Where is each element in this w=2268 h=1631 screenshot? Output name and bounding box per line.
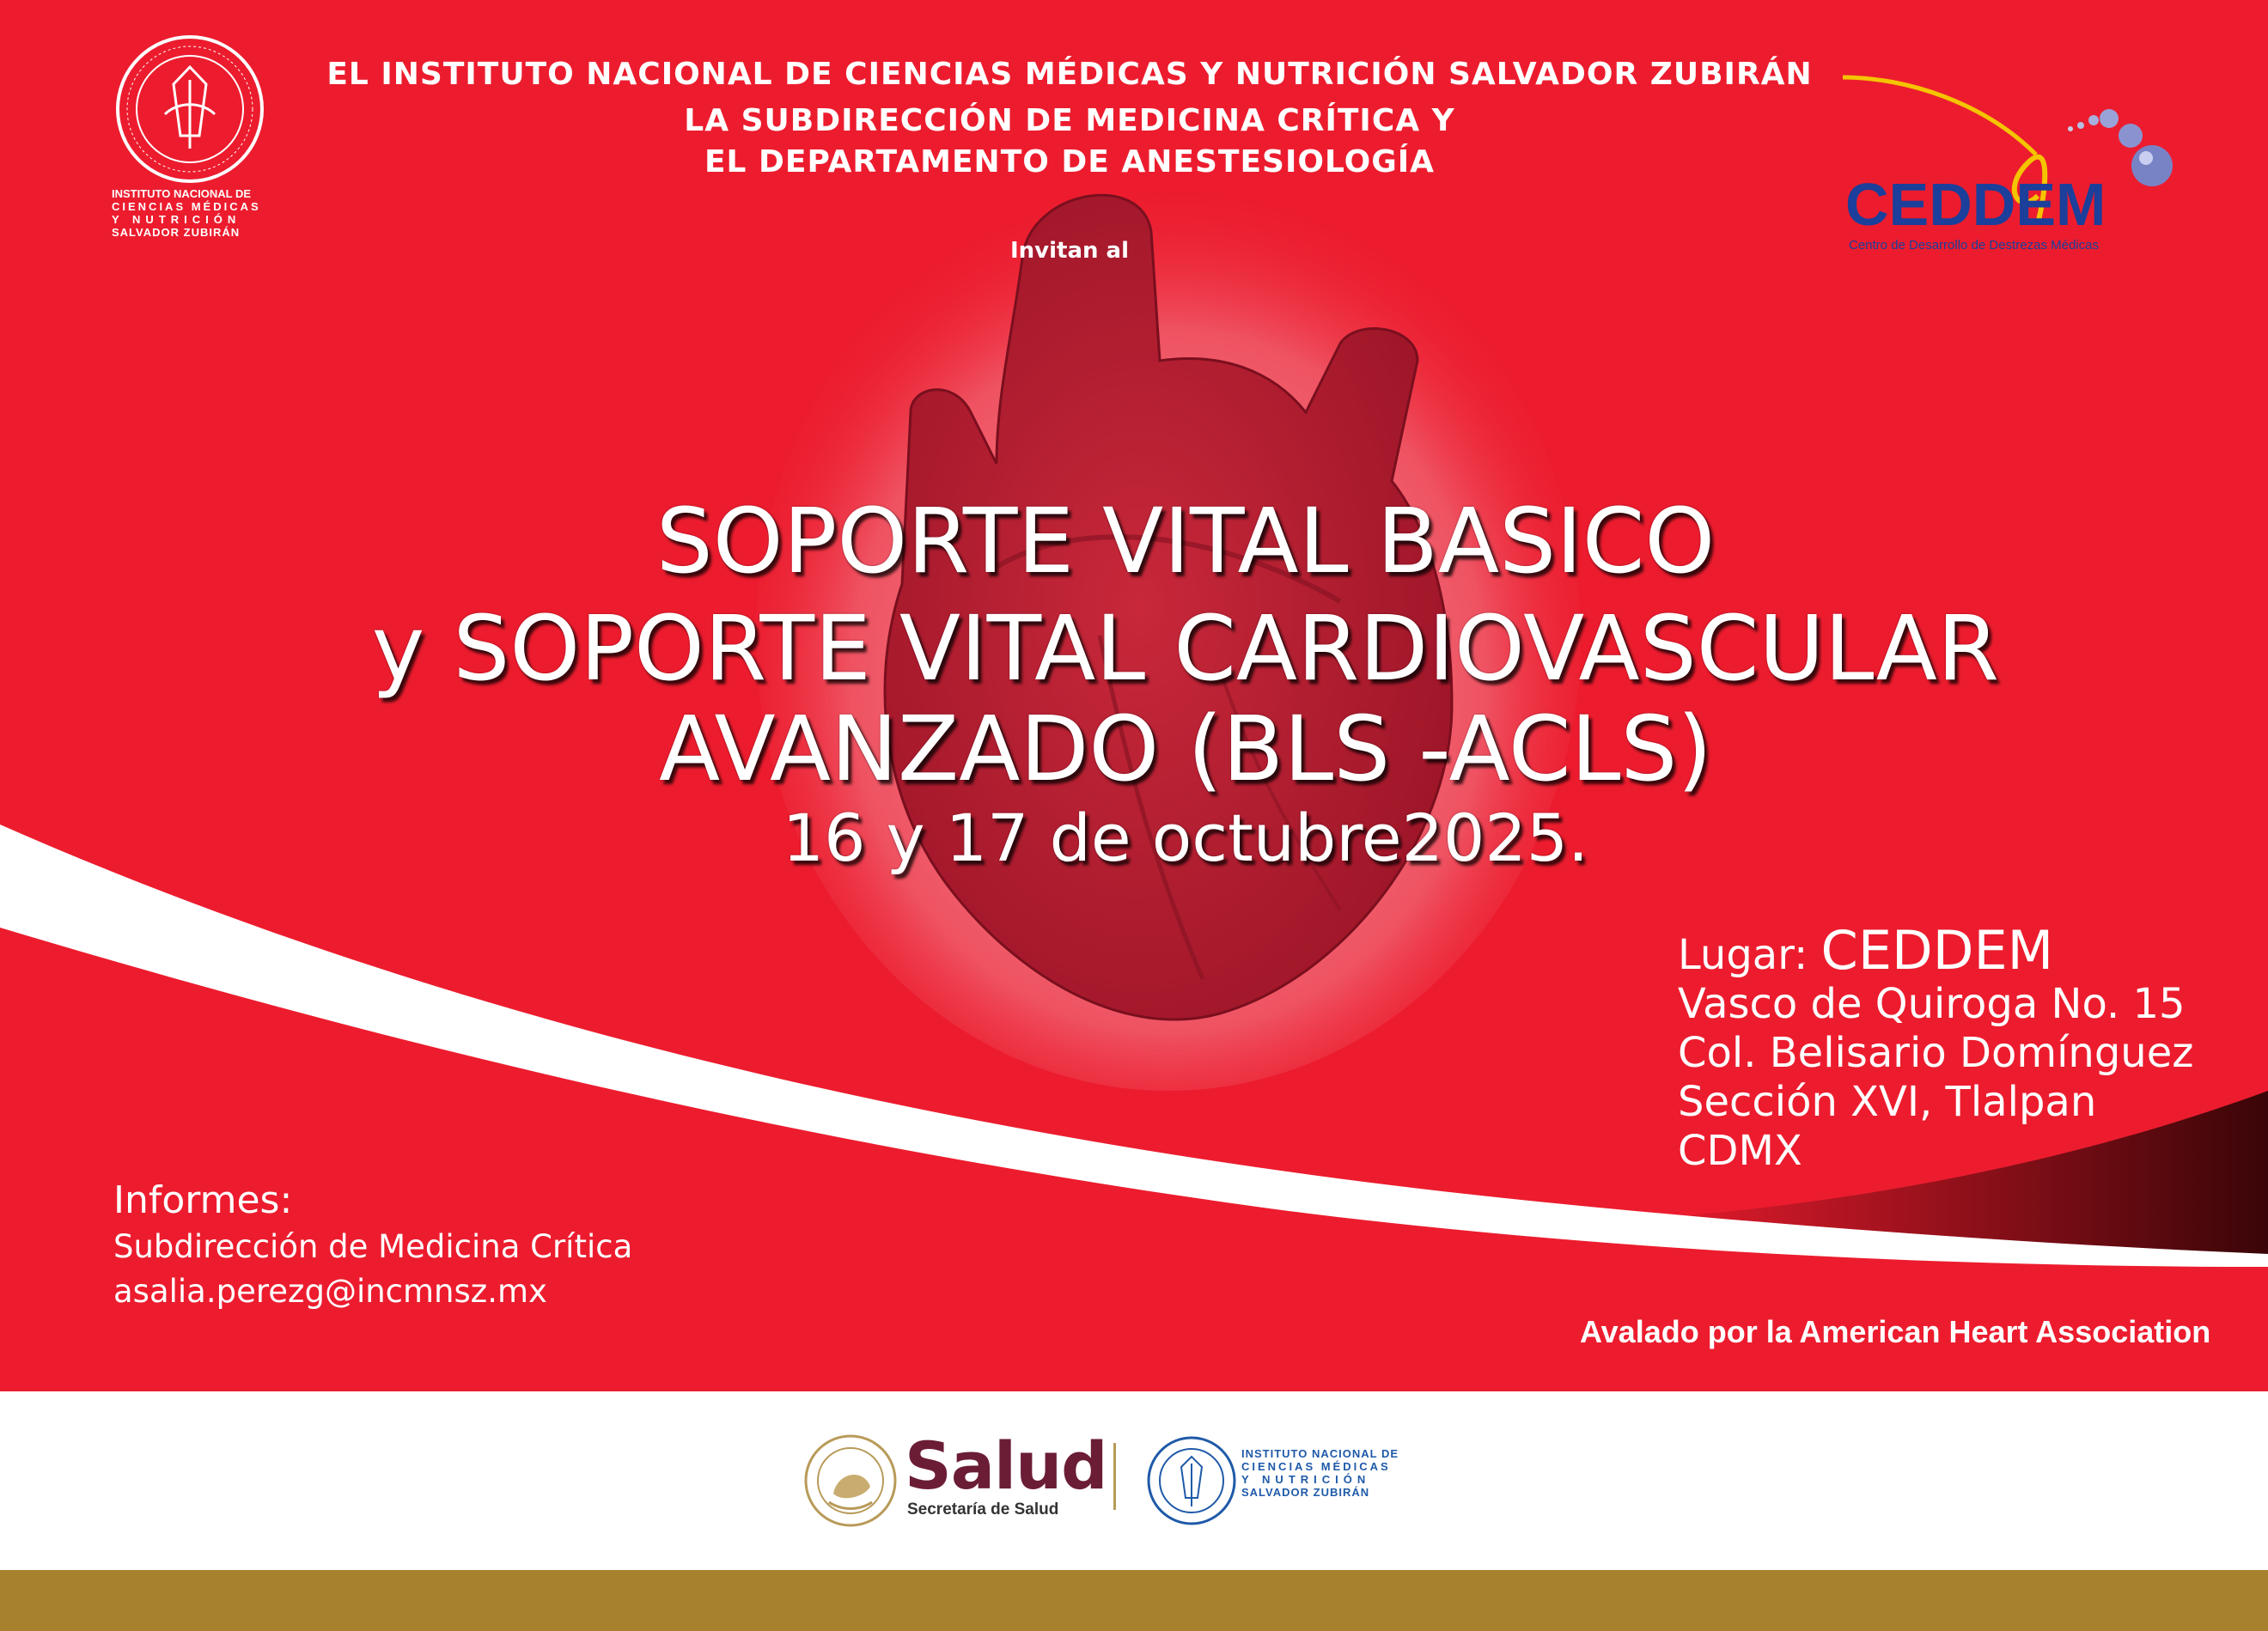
institute-logo-line: SALVADOR ZUBIRÁN [112, 226, 241, 239]
salud-subtitle: Secretaría de Salud [907, 1500, 1059, 1518]
institute-footer-line: SALVADOR ZUBIRÁN [1241, 1486, 1370, 1499]
footer-separator [1113, 1443, 1116, 1510]
institute-logo-line: CIENCIAS MÉDICAS [112, 200, 261, 213]
informes-department: Subdirección de Medicina Crítica [113, 1228, 633, 1265]
location-venue: CEDDEM [1820, 919, 2054, 982]
informes-title: Informes: [113, 1178, 293, 1222]
location-venue-line [1678, 919, 2193, 982]
institute-logo-text [112, 187, 275, 239]
institute-logo-line: INSTITUTO NACIONAL DE [112, 187, 252, 200]
salud-wordmark: Salud [905, 1427, 1107, 1504]
course-title-line2: y SOPORTE VITAL CARDIOVASCULAR [371, 596, 2000, 701]
location-address1: Vasco de Quiroga No. 15 [1678, 980, 2186, 1028]
course-date: 16 y 17 de octubre2025. [782, 800, 1589, 876]
location-address2: Col. Belisario Domínguez [1678, 1029, 2194, 1077]
informes-block [113, 1177, 632, 1314]
course-title-line1: SOPORTE VITAL BASICO [655, 489, 1716, 593]
aha-endorsement: Avalado por la American Heart Association [1580, 1314, 2211, 1349]
institute-seal-footer-icon [1145, 1434, 1238, 1527]
ceddem-logo-subtitle: Centro de Desarrollo de Destrezas Médicas [1849, 238, 2099, 253]
location-block [1678, 919, 2194, 1176]
location-label: Lugar: [1678, 931, 1821, 979]
header-line-departamento: EL DEPARTAMENTO DE ANESTESIOLOGÍA [704, 144, 1436, 180]
informes-email[interactable]: asalia.perezg@incmnsz.mx [113, 1273, 547, 1310]
header-line-subdireccion: LA SUBDIRECCIÓN DE MEDICINA CRÍTICA Y [684, 103, 1455, 138]
mexico-coat-of-arms-icon [803, 1433, 898, 1528]
location-address3: Sección XVI, Tlalpan [1678, 1078, 2097, 1126]
institute-footer-text [1241, 1447, 1399, 1499]
invite-text: Invitan al [1009, 238, 1130, 264]
ceddem-logo-wordmark: CEDDEM [1845, 171, 2106, 238]
footer-gold-bar [0, 1570, 2268, 1631]
institute-footer-line: CIENCIAS MÉDICAS [1241, 1460, 1391, 1473]
institute-footer-line: INSTITUTO NACIONAL DE [1241, 1447, 1399, 1460]
course-title-line3: AVANZADO (BLS -ACLS) [659, 697, 1712, 801]
location-city: CDMX [1678, 1127, 1802, 1175]
header-line-institute: EL INSTITUTO NACIONAL DE CIENCIAS MÉDICAS Y NUTRICIÓN SALVADOR ZUBIRÁN [326, 57, 1813, 92]
footer-white-band [0, 1391, 2268, 1570]
institute-logo-line: Y NUTRICIÓN [112, 213, 241, 226]
institute-footer-line: Y NUTRICIÓN [1241, 1473, 1371, 1486]
